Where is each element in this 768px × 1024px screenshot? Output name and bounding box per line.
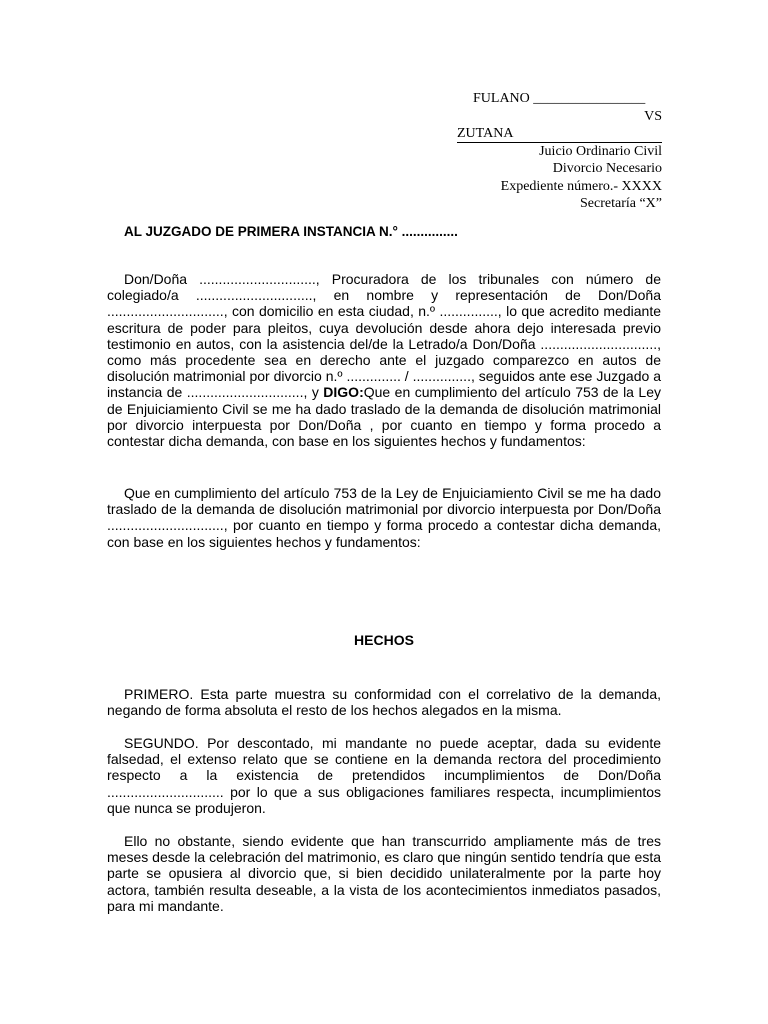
intro-text-a: Don/Doña .............................., Procuradora de los tribunales con número de colegiado/a .............................., en nombre y representación de Don/Doña .............................., con domicilio en esta ciudad, n.º ..............., lo que acredito mediante escritura de poder para pleitos, cuya devolución desde ahora dejo interesada previo testimonio en autos, con la asistencia del/de la Letrado/a Don/Doña .............................., como más procedente sea en derecho ante el juzgado comparezco en autos de disolución matrimonial por divorcio n.º .............. / ..............., seguidos ante ese Juzgado a instancia de .............................., y (107, 271, 661, 401)
second-paragraph (107, 485, 661, 550)
intro-text-b: Que en cumplimiento del artículo 753 de la Ley de Enjuiciamiento Civil se me ha dado traslado de la demanda de disolución matrimonial por divorcio interpuesta por Don/Doña , por cuanto en tiempo y forma procedo a contestar dicha demanda, con base en los siguientes hechos y fundamentos: (107, 384, 662, 450)
digo-label: DIGO: (323, 384, 364, 401)
segundo-text: SEGUNDO. Por descontado, mi mandante no puede aceptar, dada su evidente falsedad, el extenso relato que se contiene en la demanda rectora del procedimiento respecto a la existencia de pretendidos incumplimientos de Don/Doña .............................. por lo que a sus obligaciones familiares respecta, incumplimientos que nunca se produjeron. (107, 735, 661, 816)
case-header (440, 90, 662, 213)
hechos-heading: HECHOS (354, 632, 414, 648)
secretaria-line: Secretaría “X” (580, 196, 662, 211)
expediente-line: Expediente número.- XXXX (500, 178, 662, 194)
plaintiff-line: FULANO ________________ (473, 91, 646, 106)
segundo-paragraph (107, 735, 661, 816)
ello-paragraph (107, 833, 661, 914)
court-heading: AL JUZGADO DE PRIMERA INSTANCIA N.° ............... (124, 224, 458, 239)
intro-paragraph (107, 271, 661, 449)
procedure-line: Juicio Ordinario Civil (539, 143, 662, 159)
case-type-line: Divorcio Necesario (552, 161, 662, 176)
second-paragraph-text: Que en cumplimiento del artículo 753 de la Ley de Enjuiciamiento Civil se me ha dado traslado de la demanda de disolución matrimonial por divorcio interpuesta por Don/Doña .............................., por cuanto en tiempo y forma procedo a contestar dicha demanda, con base en los siguientes hechos y fundamentos: (107, 485, 661, 550)
primero-text: PRIMERO. Esta parte muestra su conformidad con el correlativo de la demanda, negando de forma absoluta el resto de los hechos alegados en la misma. (107, 686, 661, 719)
primero-paragraph (107, 686, 661, 718)
versus-line: VS (644, 108, 662, 124)
ello-text: Ello no obstante, siendo evidente que han transcurrido ampliamente más de tres meses desde la celebración del matrimonio, es claro que ningún sentido tendría que esta parte se opusiera al divorcio que, si bien decidido unilateralmente por la parte hoy actora, también resulta deseable, a la vista de los acontecimientos inmediatos pasados, para mi mandante. (107, 833, 661, 914)
defendant-line: ZUTANA (457, 126, 514, 141)
